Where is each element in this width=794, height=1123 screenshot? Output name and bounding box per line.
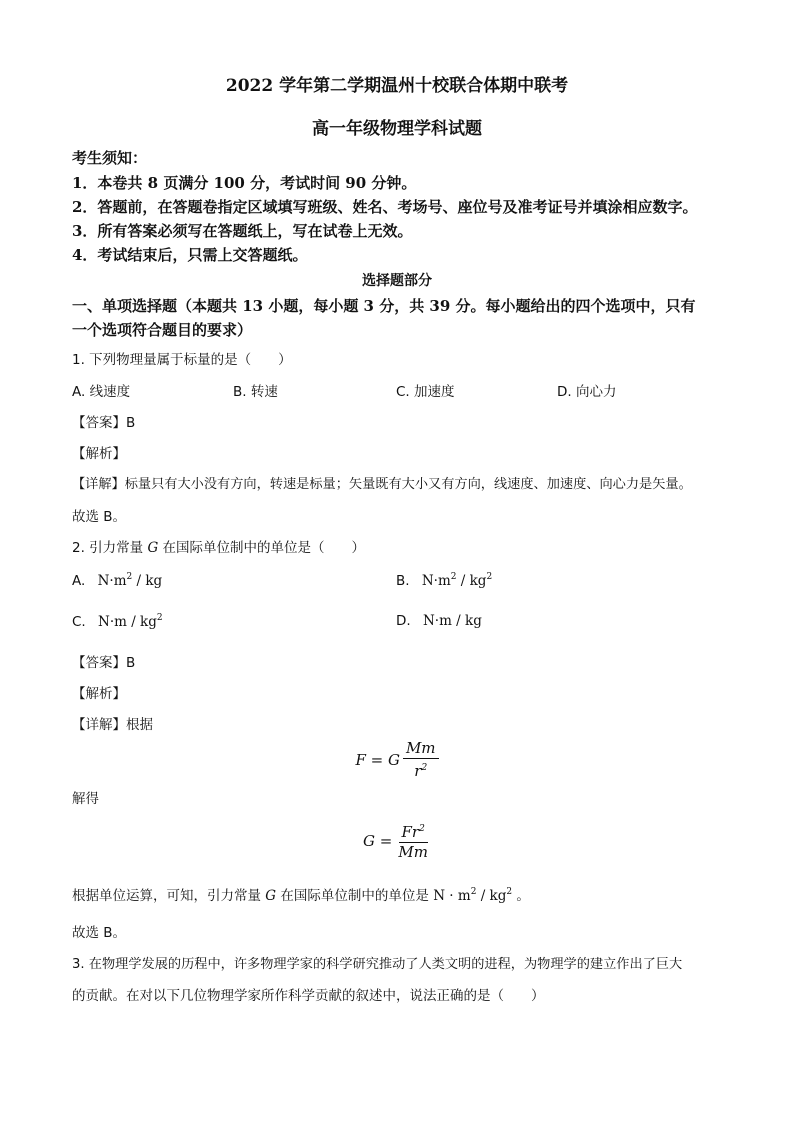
q2-analysis-label: 【解析】 [72, 686, 126, 702]
formula-gravitation: F = G $\frac{Mm}{r^2}$ [0, 740, 794, 780]
q2-detail: 【详解】根据 [72, 717, 153, 733]
q3-stem-line2: 的贡献。在对以下几位物理学家所作科学贡献的叙述中，说法正确的是（ ） [72, 988, 545, 1004]
notice-item-1: 1．本卷共 8 页满分 100 分，考试时间 90 分钟。 [72, 174, 417, 192]
notice-item-2: 2．答题前，在答题卷指定区域填写班级、姓名、考场号、座位号及准考证号并填涂相应数字。 [72, 198, 698, 216]
q1-detail: 【详解】标量只有大小没有方向，转速是标量；矢量既有大小又有方向，线速度、加速度、向心力是矢量。 [72, 477, 692, 492]
q3-stem-line1: 3. 在物理学发展的历程中，许多物理学家的科学研究推动了人类文明的进程，为物理学的建立作出了巨大 [72, 957, 683, 972]
q2-option-d: D. N·m / kg [396, 613, 482, 629]
q1-conclusion: 故选 B。 [72, 509, 127, 525]
q2-stem: 2. 引力常量 G 在国际单位制中的单位是（ ） [72, 540, 366, 556]
q1-option-b: B. 转速 [233, 384, 278, 400]
q2-unit-derivation: 根据单位运算，可知，引力常量 G 在国际单位制中的单位是 $N \cdot m^2 / kg^2$ 。 [72, 887, 530, 904]
part1-instruction-line2: 一个选项符合题目的要求） [72, 321, 253, 339]
q1-answer: 【答案】B [72, 415, 136, 431]
q1-option-c: C. 加速度 [396, 384, 455, 400]
exam-title: 2022 学年第二学期温州十校联合体期中联考 [225, 76, 569, 96]
notice-item-3: 3．所有答案必须写在答题纸上，写在试卷上无效。 [72, 222, 413, 240]
notice-heading: 考生须知： [72, 149, 148, 167]
notice-item-4: 4．考试结束后，只需上交答题纸。 [72, 246, 308, 264]
q1-analysis-label: 【解析】 [72, 446, 126, 462]
q2-option-c: C. $N\cdot m / kg^2$ [72, 613, 163, 630]
q2-option-a: A. $N\cdot m^2$ / kg [72, 572, 163, 589]
q1-stem: 1. 下列物理量属于标量的是（ ） [72, 352, 292, 368]
part1-instruction-line1: 一、单项选择题（本题共 13 小题，每小题 3 分，共 39 分。每小题给出的四个选项中，只有 [72, 297, 696, 315]
formula-constant: G = $\frac{Fr^2}{Mm}$ [0, 820, 794, 862]
q2-option-b: B. $N\cdot m^2 / kg^2$ [396, 572, 493, 589]
q1-option-d: D. 向心力 [557, 384, 617, 400]
formula-gravitation-fraction: $\frac{Mm}{r^2}$ [403, 740, 439, 780]
q2-answer: 【答案】B [72, 655, 136, 671]
section-title: 选择题部分 [362, 273, 432, 289]
exam-subtitle: 高一年级物理学科试题 [312, 119, 482, 139]
formula-constant-fraction: $\frac{Fr^2}{Mm}$ [398, 823, 428, 861]
q2-solve-label: 解得 [72, 791, 99, 807]
q2-conclusion: 故选 B。 [72, 925, 127, 941]
q1-option-a: A. 线速度 [72, 384, 131, 400]
